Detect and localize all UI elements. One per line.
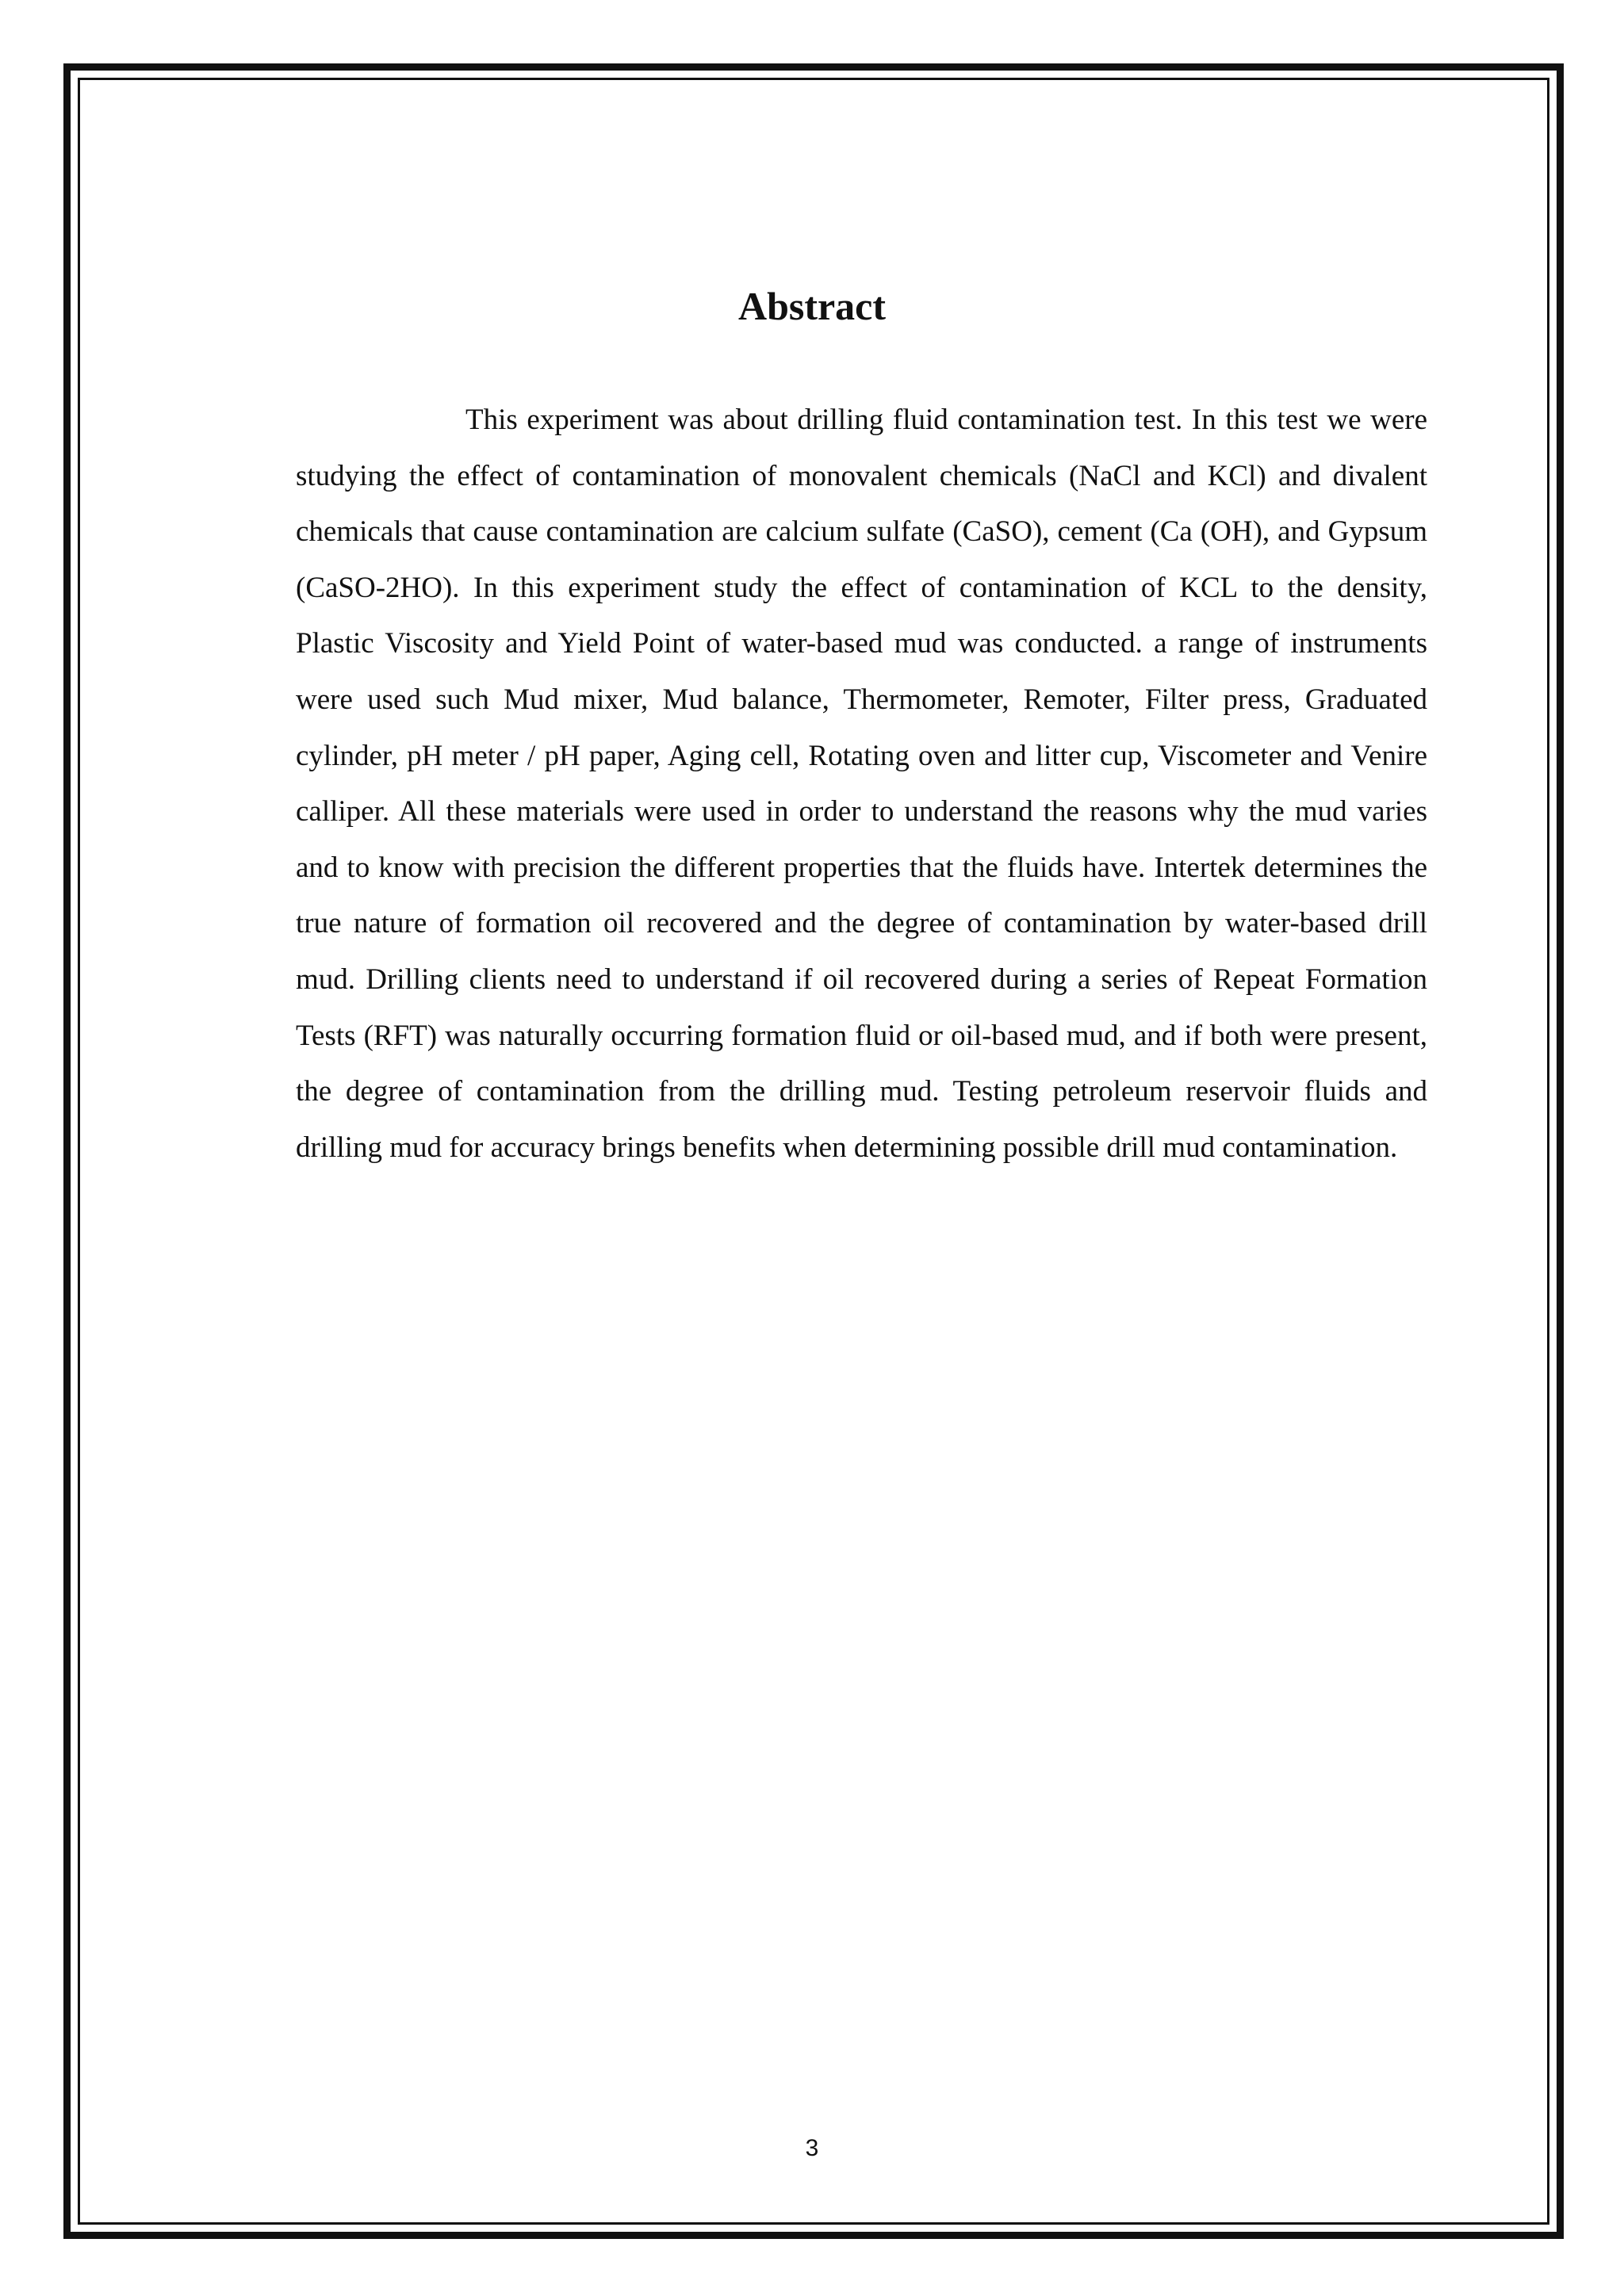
abstract-paragraph: This experiment was about drilling fluid contamination test. In this test we were studying the effect of contamination of monovalent chemicals (NaCl and KCl) and divalent chemicals that cause contamination are calcium sulfate (CaSO), cement (Ca (OH), and Gypsum (CaSO-2HO). In this experiment study the effect of contamination of KCL to the density, Plastic Viscosity and Yield Point of water-based mud was conducted. a range of instruments were used such Mud mixer, Mud balance, Thermometer, Remoter, Filter press, Graduated cylinder, pH meter / pH paper, Aging cell, Rotating oven and litter cup, Viscometer and Venire calliper. All these materials were used in order to understand the reasons why the mud varies and to know with precision the different properties that the fluids have. Intertek determines the true nature of formation oil recovered and the degree of contamination by water-based drill mud. Drilling clients need to understand if oil recovered during a series of Repeat Formation Tests (RFT) was naturally occurring formation fluid or oil-based mud, and if both were present, the degree of contamination from the drilling mud. Testing petroleum reservoir fluids and drilling mud for accuracy brings benefits when determining possible drill mud contamination. — [296, 404, 1427, 1164]
page-title: Abstract — [737, 284, 887, 328]
page-number: 3 — [805, 2135, 819, 2161]
